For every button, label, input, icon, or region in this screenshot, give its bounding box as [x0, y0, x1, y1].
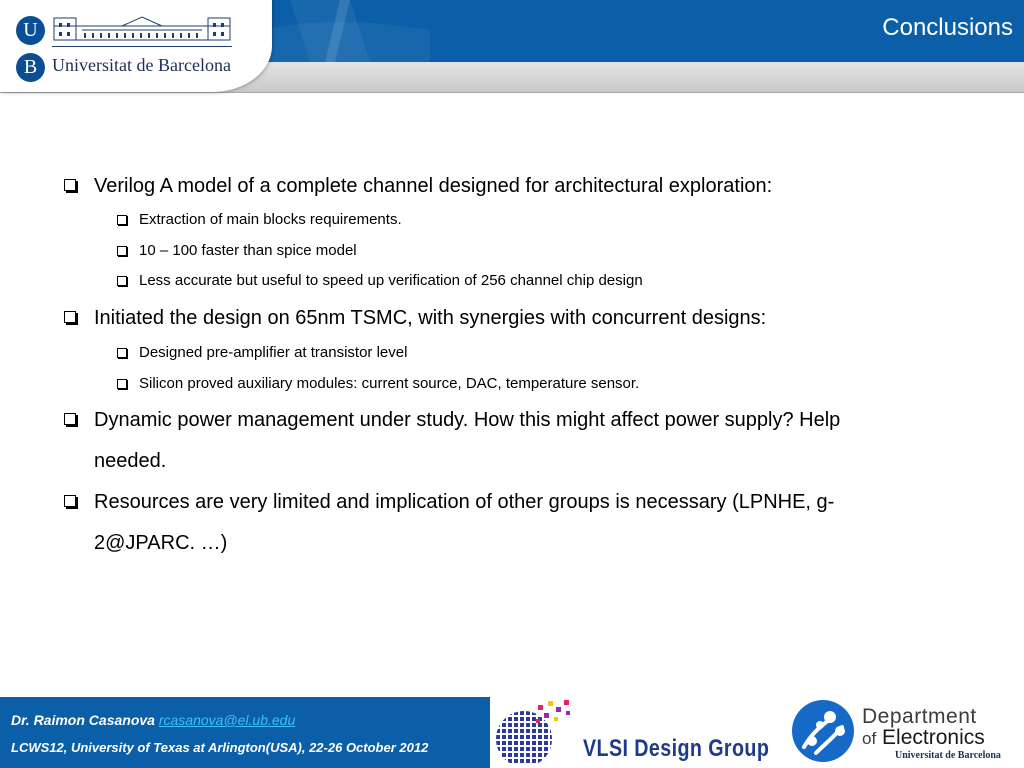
footer-event: LCWS12, University of Texas at Arlington(USA), 22-26 October 2012	[11, 740, 429, 755]
bullet-text-line-1: Resources are very limited and implication of other groups is necessary (LPNHE, g-	[94, 491, 835, 513]
department-of: of	[862, 729, 877, 748]
bullet-text: Verilog A model of a complete channel designed for architectural exploration:	[94, 175, 773, 197]
department-electronics: Electronics	[882, 726, 985, 749]
bullet-text-line-2: 2@JPARC. …)	[94, 532, 228, 554]
department-logo-icon	[790, 697, 856, 765]
checkbox-bullet-icon	[117, 246, 127, 256]
university-name: Universitat de Barcelona	[52, 55, 231, 75]
author-email-link[interactable]: rcasanova@el.ub.edu	[158, 712, 296, 728]
checkbox-bullet-icon	[117, 215, 127, 225]
department-line-2	[862, 726, 985, 750]
university-logo-panel	[0, 0, 272, 92]
checkbox-bullet-icon	[64, 495, 76, 507]
ub-logo-b: B	[16, 53, 45, 82]
sub-bullet-text: Silicon proved auxiliary modules: current source, DAC, temperature sensor.	[139, 375, 640, 392]
department-line-1: Department	[862, 705, 977, 728]
sub-bullet-text: Designed pre-amplifier at transistor level	[139, 344, 408, 361]
checkbox-bullet-icon	[64, 311, 76, 323]
vlsi-group-name: VLSI Design Group	[583, 735, 770, 762]
bullet-text-line-1: Dynamic power management under study. How this might affect power supply? Help	[94, 409, 841, 431]
slide-title: Conclusions	[882, 14, 1013, 41]
author-name: Dr. Raimon Casanova	[11, 712, 155, 728]
sub-bullet-text: Extraction of main blocks requirements.	[139, 211, 402, 228]
ub-logo-u: U	[16, 16, 45, 45]
ub-logo-rule	[52, 46, 232, 47]
bullet-text-line-2: needed.	[94, 450, 167, 472]
sub-bullet-text: 10 – 100 faster than spice model	[139, 242, 357, 259]
slide-header	[0, 0, 1024, 95]
checkbox-bullet-icon	[117, 276, 127, 286]
checkbox-bullet-icon	[64, 179, 76, 191]
footer-author-panel	[0, 697, 490, 768]
vlsi-chip-logo-icon	[494, 697, 584, 768]
footer-author-line	[11, 712, 295, 728]
ub-building-icon	[52, 14, 232, 42]
department-university: Universitat de Barcelona	[895, 750, 1001, 761]
checkbox-bullet-icon	[64, 413, 76, 425]
checkbox-bullet-icon	[117, 348, 127, 358]
sub-bullet-text: Less accurate but useful to speed up verification of 256 channel chip design	[139, 272, 643, 289]
bullet-text: Initiated the design on 65nm TSMC, with synergies with concurrent designs:	[94, 307, 767, 329]
checkbox-bullet-icon	[117, 379, 127, 389]
